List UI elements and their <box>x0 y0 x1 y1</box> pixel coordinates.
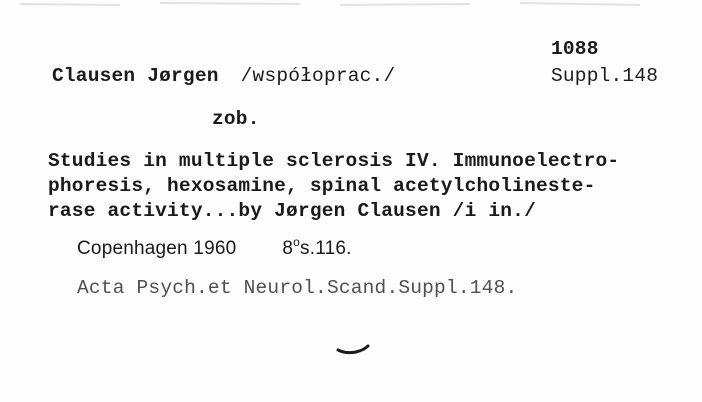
imprint-line <box>77 237 352 262</box>
series-statement: Acta Psych.et Neurol.Scand.Suppl.148. <box>77 277 518 299</box>
place-year: Copenhagen 1960 <box>77 238 237 259</box>
format-superscript: o <box>293 235 301 249</box>
see-reference: zob. <box>212 108 260 130</box>
author-role: /współoprac./ <box>240 65 396 87</box>
call-number: 1088 <box>551 38 599 60</box>
title-line: Studies in multiple sclerosis IV. Immunoelectro- <box>48 150 620 172</box>
format-number: 8 <box>282 238 294 259</box>
author-name: Clausen Jørgen <box>52 65 219 87</box>
format <box>282 235 352 259</box>
series-number: Suppl.148 <box>551 65 659 87</box>
author-heading <box>52 64 395 88</box>
title-line: rase activity...by Jørgen Clausen /i in./ <box>48 200 536 222</box>
bleed-through-text <box>0 0 702 12</box>
title-line: phoresis, hexosamine, spinal acetylcholineste- <box>48 175 596 197</box>
page-count: s.116. <box>300 238 352 259</box>
pen-mark <box>336 342 370 358</box>
